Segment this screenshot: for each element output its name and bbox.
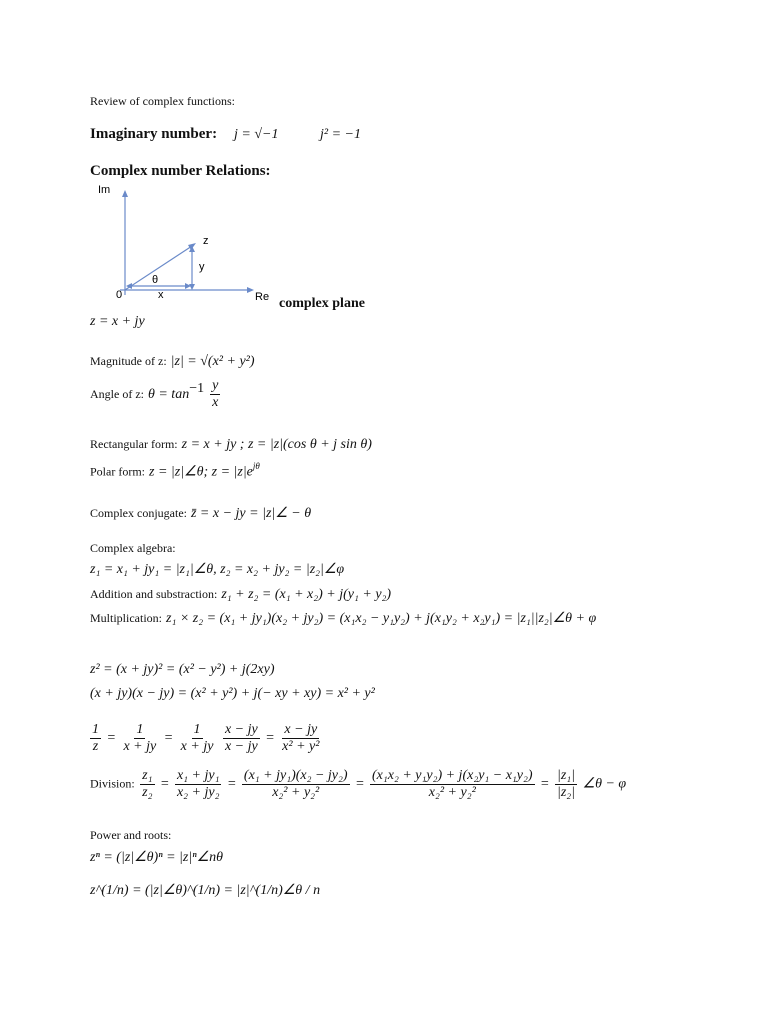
div-f2-num: x₁ + jy₁ xyxy=(176,768,220,783)
addition-row xyxy=(90,585,391,603)
rect-label: Rectangular form: xyxy=(90,437,178,451)
rect-eq: z = x + jy ; z = |z|(cos θ + j sin θ) xyxy=(181,437,372,452)
angle-fraction xyxy=(210,378,220,411)
recip-f3-den: x + jy xyxy=(180,739,214,754)
recip-f2-num: 1 xyxy=(136,722,144,737)
recip-f5-den: x² + y² xyxy=(282,739,320,754)
complex-plane-diagram xyxy=(92,180,282,310)
polar-row: Polar form: z = |z|∠θ; $z = |z|e^{j\theta}$ xyxy=(90,461,260,480)
angle-row: Angle of z: $\theta = \tan^{-1}$ $\frac{y}{x}$ xyxy=(90,378,219,410)
intro-text: Review of complex functions: xyxy=(90,94,235,108)
magnitude-eq: |z| = √(x² + y²) xyxy=(170,354,255,369)
x-label: x xyxy=(158,289,164,301)
imaginary-heading: Imaginary number: xyxy=(90,126,218,142)
polar-eq: z = |z|∠θ; z = |z|e xyxy=(149,464,253,480)
multiplication-eq: z₁ × z₂ = (x₁ + jy₁)(x₂ + jy₂) = (x₁x₂ − y₁y₂) + j(x₁y₂ + x₂y₁) = |z₁||z₂|∠θ + φ xyxy=(166,611,597,626)
div-f5-num: |z₁| xyxy=(557,768,576,783)
re-axis-arrow xyxy=(247,287,254,293)
recip-f1-num: 1 xyxy=(92,722,99,737)
div-f1-den: z₂ xyxy=(142,785,153,800)
z-vector xyxy=(125,246,192,290)
conj-label: Complex conjugate: xyxy=(90,506,187,520)
rect-row xyxy=(90,435,372,453)
addition-label: Addition and substraction: xyxy=(90,587,218,601)
reciprocal-row: $\frac{1}{z}$ = $\frac{1}{x + jy}$ = $\frac{1}{x + jy}$ $\frac{x - jy}{x - jy}$ = $\frac{x - jy}{\text{x² + y²}}$ xyxy=(92,722,320,754)
magnitude-row xyxy=(90,352,255,370)
polar-label: Polar form: xyxy=(90,464,145,479)
algebra-label: Complex algebra: xyxy=(90,541,176,555)
angle-numerator: y xyxy=(212,378,219,393)
re-label: Re xyxy=(255,291,270,303)
recip-f3-num: 1 xyxy=(193,722,201,737)
div-f4-num: (x₁x₂ + y₁y₂) + j(x₂y₁ − x₁y₂) xyxy=(372,768,533,783)
z-definition: z = x + jy xyxy=(90,314,145,329)
addition-eq: z₁ + z₂ = (x₁ + x₂) + j(y₁ + y₂) xyxy=(221,587,392,602)
magnitude-label: Magnitude of z: xyxy=(90,354,167,368)
div-f3-num: (x₁ + jy₁)(x₂ − jy₂) xyxy=(243,768,348,783)
y-label: y xyxy=(199,261,205,273)
relations-heading: Complex number Relations: xyxy=(90,163,271,179)
div-tail: ∠θ − φ xyxy=(582,776,627,792)
imaginary-eq1: j = √−1 xyxy=(234,127,279,142)
power-eq1: zⁿ = (|z|∠θ)ⁿ = |z|ⁿ∠nθ xyxy=(90,850,224,865)
div-f4-den: x₂² + y₂² xyxy=(428,785,476,800)
div-f1-num: z₁ xyxy=(142,768,153,783)
imaginary-eq2: j² = −1 xyxy=(320,127,361,142)
conj-eq: z̄ = x − jy = |z|∠ − θ xyxy=(190,506,312,521)
power-label: Power and roots: xyxy=(90,828,172,842)
origin-label: 0 xyxy=(116,289,123,301)
im-axis-arrow xyxy=(122,190,128,197)
div-f5-den: |z₂| xyxy=(557,785,576,800)
recip-f4-num: x − jy xyxy=(224,722,258,737)
division-row: Division: $\frac{\text{z₁}}{\text{z₂}}$ = $\frac{\text{x₁ + jy₁}}{\text{x₂ + jy₂}}$ = $\frac{\text{(x₁ + jy₁)(x₂ − jy₂)}}{\text{x₂² + y₂²}}$ = $\frac{\text{(x₁x₂ + y₁y₂) + j(x₂y₁ − x₁y₂)}}{\text{x₂² + y₂²}}$ = $\frac{\text{|z₁|}}{\text{|z₂|}}$ ∠θ − φ xyxy=(90,768,627,800)
recip-f4-den: x − jy xyxy=(224,739,258,754)
complex-plane-caption: complex plane xyxy=(279,296,365,311)
power-eq2: z^(1/n) = (|z|∠θ)^(1/n) = |z|^(1/n)∠θ / n xyxy=(90,883,321,898)
angle-label: Angle of z: xyxy=(90,387,144,402)
angle-eq-prefix: θ = tan xyxy=(147,387,190,403)
div-f2-den: x₂ + jy₂ xyxy=(176,785,220,800)
theta-label: θ xyxy=(152,274,159,286)
division-label: Division: xyxy=(90,776,135,791)
multiplication-label: Multiplication: xyxy=(90,611,162,625)
recip-f1-den: z xyxy=(92,739,99,754)
recip-f2-den: x + jy xyxy=(123,739,157,754)
algebra-eq: z₁ = x₁ + jy₁ = |z₁|∠θ, z₂ = x₂ + jy₂ = |z₂|∠φ xyxy=(90,562,345,577)
z-label: z xyxy=(203,235,209,247)
angle-denominator: x xyxy=(212,395,219,410)
div-f3-den: x₂² + y₂² xyxy=(272,785,320,800)
conj-row xyxy=(90,504,311,522)
recip-f5-num: x − jy xyxy=(284,722,318,737)
multiplication-row xyxy=(90,609,596,627)
square-eq2: (x + jy)(x − jy) = (x² + y²) + j(− xy + xy) = x² + y² xyxy=(90,686,375,701)
im-label: Im xyxy=(98,184,111,196)
square-eq1: z² = (x + jy)² = (x² − y²) + j(2xy) xyxy=(90,662,275,677)
